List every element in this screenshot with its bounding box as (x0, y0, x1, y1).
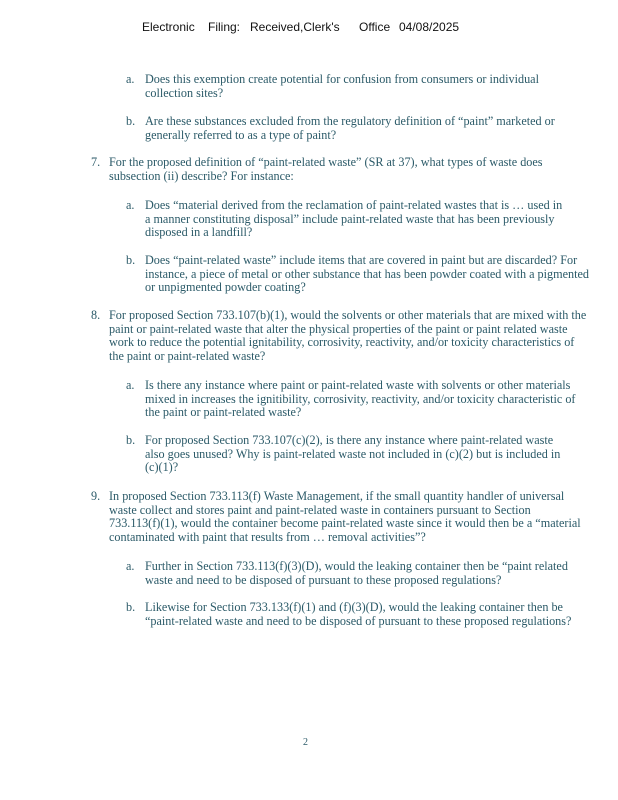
question-marker: b. (126, 433, 136, 447)
page-number: 2 (303, 737, 308, 748)
question-marker: b. (126, 253, 136, 267)
question-marker: a. (126, 378, 135, 392)
question-text: For proposed Section 733.107(c)(2), is there any instance where paint-related waste also goes unused? Why is paint-related waste not included in (c)(2) but is included in (c)(1)? (145, 433, 561, 475)
question-marker: a. (126, 72, 135, 86)
header-office: Office (359, 20, 391, 34)
question-marker: 8. (91, 308, 101, 322)
electronic-filing-header (0, 21, 618, 37)
question-marker: 7. (91, 155, 101, 169)
header-date: 04/08/2025 (399, 20, 460, 34)
question-text: Does this exemption create potential for confusion from consumers or individual collection sites? (145, 72, 539, 100)
question-text: For proposed Section 733.107(b)(1), would the solvents or other materials that are mixed with the paint or paint-related waste that alter the physical properties of the paint or paint related waste work to reduce the potential ignitability, corrosivity, reactivity, and/or toxicity characteristics of the paint or paint-related waste? (109, 308, 587, 363)
question-text: For the proposed definition of “paint-related waste” (SR at 37), what types of waste does subsection (ii) describe? For instance: (109, 155, 543, 183)
header-filing: Filing: (208, 20, 241, 34)
header-received: Received,Clerk's (250, 20, 340, 34)
question-marker: b. (126, 600, 136, 614)
question-text: In proposed Section 733.113(f) Waste Management, if the small quantity handler of universal waste collect and stores paint and paint-related waste in containers pursuant to Section 733.113(f)(1), would the container become paint-related waste since it would then be a “material contaminated with paint that results from … removal activities”? (109, 489, 581, 544)
question-text: Does “material derived from the reclamation of paint-related wastes that is … used in a manner constituting disposal” include paint-related waste that has been previously disposed in a landfill? (145, 198, 563, 240)
header-electronic: Electronic (142, 20, 195, 34)
question-marker: 9. (91, 489, 101, 503)
question-text: Likewise for Section 733.133(f)(1) and (f)(3)(D), would the leaking container then be “paint-related waste and need to be disposed of pursuant to these proposed regulations? (145, 600, 572, 628)
question-marker: a. (126, 559, 135, 573)
question-marker: b. (126, 114, 136, 128)
question-marker: a. (126, 198, 135, 212)
question-text: Is there any instance where paint or paint-related waste with solvents or other materials mixed in increases the ignitibility, corrosivity, reactivity, and/or toxicity characteristic of the paint or paint-related waste? (145, 378, 576, 420)
question-text: Further in Section 733.113(f)(3)(D), would the leaking container then be “paint related waste and need to be disposed of pursuant to these proposed regulations? (145, 559, 568, 587)
question-text: Does “paint-related waste” include items that are covered in paint but are discarded? For instance, a piece of metal or other substance that has been powder coated with a pigmented or unpigmented powder coating? (145, 253, 589, 295)
question-text: Are these substances excluded from the regulatory definition of “paint” marketed or generally referred to as a type of paint? (145, 114, 555, 142)
